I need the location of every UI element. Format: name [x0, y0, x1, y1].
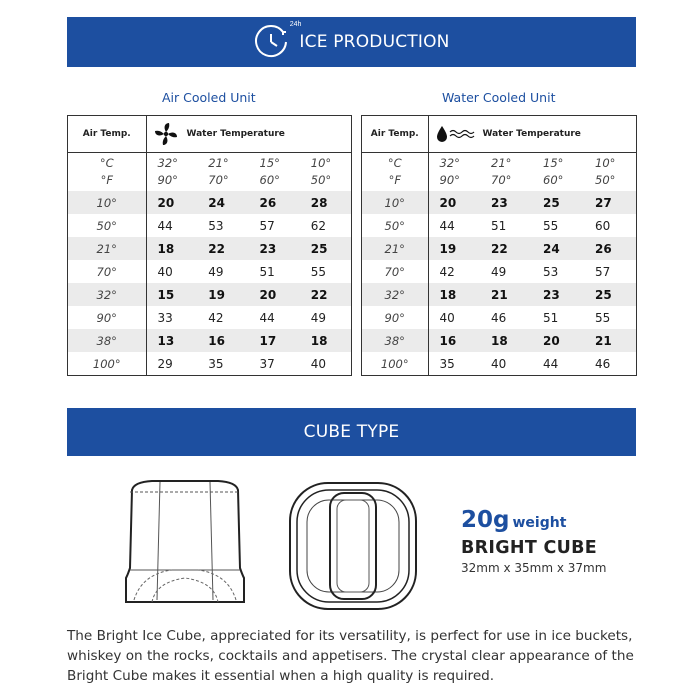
unit-f-label: °F — [100, 173, 113, 187]
air-temp-cell: 21° — [362, 237, 428, 260]
water-temp-header: Water Temperature — [186, 129, 285, 139]
air-temp-cell: 32° — [362, 283, 428, 306]
table-row — [362, 214, 636, 237]
water-temp-c: 32° — [157, 156, 178, 170]
air-temp-cell: 21° — [68, 237, 146, 260]
water-temp-c: 10° — [310, 156, 332, 170]
production-cell: 40 — [310, 356, 327, 371]
table-row — [68, 191, 351, 214]
water-temp-c: 21° — [491, 156, 512, 170]
cube-type-banner — [67, 408, 636, 456]
fan-icon — [153, 121, 179, 147]
production-cell: 49 — [208, 264, 224, 279]
air-temp-header: Air Temp. — [68, 116, 146, 153]
production-cell: 42 — [208, 310, 224, 325]
production-cell: 44 — [439, 218, 455, 233]
production-cell: 42 — [439, 264, 455, 279]
production-cell: 16 — [428, 329, 480, 352]
air-temp-cell: 90° — [362, 306, 428, 329]
unit-f-label: °F — [388, 173, 401, 187]
air-temp-cell: 90° — [68, 306, 146, 329]
production-cell: 55 — [543, 218, 559, 233]
production-cell: 33 — [157, 310, 173, 325]
table-row — [68, 306, 351, 329]
water-temp-c: 10° — [595, 156, 616, 170]
table-row — [68, 214, 351, 237]
water-temp-f: 90° — [157, 173, 178, 187]
production-cell: 29 — [157, 356, 173, 371]
production-cell: 60 — [595, 218, 611, 233]
production-cell: 51 — [259, 264, 275, 279]
production-cell: 27 — [584, 191, 636, 214]
cube-dimensions: 32mm x 35mm x 37mm — [461, 561, 607, 575]
cube-weight — [461, 507, 566, 533]
water-temp-f: 60° — [259, 173, 280, 187]
production-cell: 55 — [310, 264, 327, 279]
table-row — [362, 306, 636, 329]
production-cell: 55 — [595, 310, 611, 325]
cube-side-illustration — [122, 478, 248, 613]
production-cell: 24 — [197, 191, 248, 214]
production-cell: 25 — [532, 191, 584, 214]
production-cell: 20 — [532, 329, 584, 352]
weight-value: 20g — [461, 507, 510, 533]
production-cell: 37 — [259, 356, 275, 371]
production-cell: 28 — [300, 191, 351, 214]
air-temp-cell: 100° — [68, 352, 146, 375]
cube-name: BRIGHT CUBE — [461, 538, 598, 558]
production-cell: 19 — [197, 283, 248, 306]
production-cell: 20 — [249, 283, 300, 306]
production-cell: 18 — [480, 329, 532, 352]
ice-production-title: ICE PRODUCTION — [299, 32, 450, 52]
production-cell: 46 — [595, 356, 611, 371]
table-row — [362, 329, 636, 352]
water-temp-c: 15° — [259, 156, 280, 170]
air-temp-cell: 100° — [362, 352, 428, 375]
production-cell: 53 — [208, 218, 224, 233]
production-cell: 18 — [428, 283, 480, 306]
table-row — [362, 191, 636, 214]
production-cell: 19 — [428, 237, 480, 260]
air-temp-cell: 10° — [68, 191, 146, 214]
production-cell: 26 — [249, 191, 300, 214]
air-temp-cell: 32° — [68, 283, 146, 306]
ice-production-banner — [67, 17, 636, 67]
cube-top-illustration — [287, 480, 419, 617]
clock-badge: 24h — [289, 21, 302, 28]
water-temp-header: Water Temperature — [482, 129, 581, 139]
production-cell: 62 — [310, 218, 327, 233]
production-cell: 20 — [146, 191, 197, 214]
production-cell: 57 — [259, 218, 275, 233]
production-cell: 13 — [146, 329, 197, 352]
water-temp-c: 15° — [543, 156, 564, 170]
water-temp-f: 50° — [595, 173, 616, 187]
table-row — [362, 237, 636, 260]
production-cell: 23 — [480, 191, 532, 214]
table-row — [68, 260, 351, 283]
production-cell: 51 — [543, 310, 559, 325]
production-cell: 25 — [584, 283, 636, 306]
production-cell: 26 — [584, 237, 636, 260]
production-cell: 24 — [532, 237, 584, 260]
cube-description: The Bright Ice Cube, appreciated for its versatility, is perfect for use in ice buckets, whiskey on the rocks, cocktails and appetisers. The crystal clear appearance of the Bright Cube makes it essential when a high quality is required. — [67, 628, 634, 684]
production-cell: 16 — [197, 329, 248, 352]
air-temp-cell: 10° — [362, 191, 428, 214]
table-row — [362, 352, 636, 375]
production-cell: 40 — [439, 310, 455, 325]
production-cell: 21 — [480, 283, 532, 306]
water-temp-c: 32° — [439, 156, 460, 170]
production-cell: 57 — [595, 264, 611, 279]
production-cell: 23 — [532, 283, 584, 306]
production-cell: 44 — [157, 218, 173, 233]
water-drop-icon — [435, 123, 475, 145]
production-cell: 35 — [439, 356, 455, 371]
table-row — [68, 237, 351, 260]
unit-c-label: °C — [387, 156, 402, 170]
table-row — [68, 329, 351, 352]
table-row — [68, 283, 351, 306]
production-cell: 17 — [249, 329, 300, 352]
production-cell: 44 — [259, 310, 275, 325]
production-cell: 35 — [208, 356, 224, 371]
production-cell: 44 — [543, 356, 559, 371]
clock-icon — [253, 21, 302, 60]
weight-label: weight — [512, 515, 567, 531]
water-temp-f: 90° — [439, 173, 460, 187]
production-cell: 49 — [491, 264, 507, 279]
production-cell: 18 — [300, 329, 351, 352]
air-cooled-label: Air Cooled Unit — [162, 90, 256, 105]
water-temp-f: 70° — [491, 173, 512, 187]
water-temp-c: 21° — [208, 156, 229, 170]
water-cooled-label: Water Cooled Unit — [442, 90, 556, 105]
production-cell: 53 — [543, 264, 559, 279]
production-cell: 22 — [197, 237, 248, 260]
production-cell: 20 — [428, 191, 480, 214]
air-cooled-table — [67, 115, 352, 376]
air-temp-cell: 70° — [68, 260, 146, 283]
water-cooled-table — [361, 115, 637, 376]
cube-type-title: CUBE TYPE — [303, 422, 400, 442]
production-cell: 23 — [249, 237, 300, 260]
table-row — [362, 260, 636, 283]
air-temp-cell: 38° — [362, 329, 428, 352]
air-temp-cell: 38° — [68, 329, 146, 352]
production-cell: 25 — [300, 237, 351, 260]
air-temp-cell: 70° — [362, 260, 428, 283]
production-cell: 49 — [310, 310, 327, 325]
table-row — [362, 283, 636, 306]
production-cell: 22 — [300, 283, 351, 306]
production-cell: 22 — [480, 237, 532, 260]
water-temp-f: 70° — [208, 173, 229, 187]
water-temp-f: 50° — [310, 173, 332, 187]
production-cell: 15 — [146, 283, 197, 306]
production-cell: 21 — [584, 329, 636, 352]
production-cell: 40 — [157, 264, 173, 279]
production-cell: 18 — [146, 237, 197, 260]
table-row — [68, 352, 351, 375]
production-cell: 51 — [491, 218, 507, 233]
production-cell: 46 — [491, 310, 507, 325]
production-cell: 40 — [491, 356, 507, 371]
unit-c-label: °C — [99, 156, 114, 170]
air-temp-cell: 50° — [68, 214, 146, 237]
air-temp-header: Air Temp. — [362, 116, 428, 153]
water-temp-f: 60° — [543, 173, 564, 187]
air-temp-cell: 50° — [362, 214, 428, 237]
